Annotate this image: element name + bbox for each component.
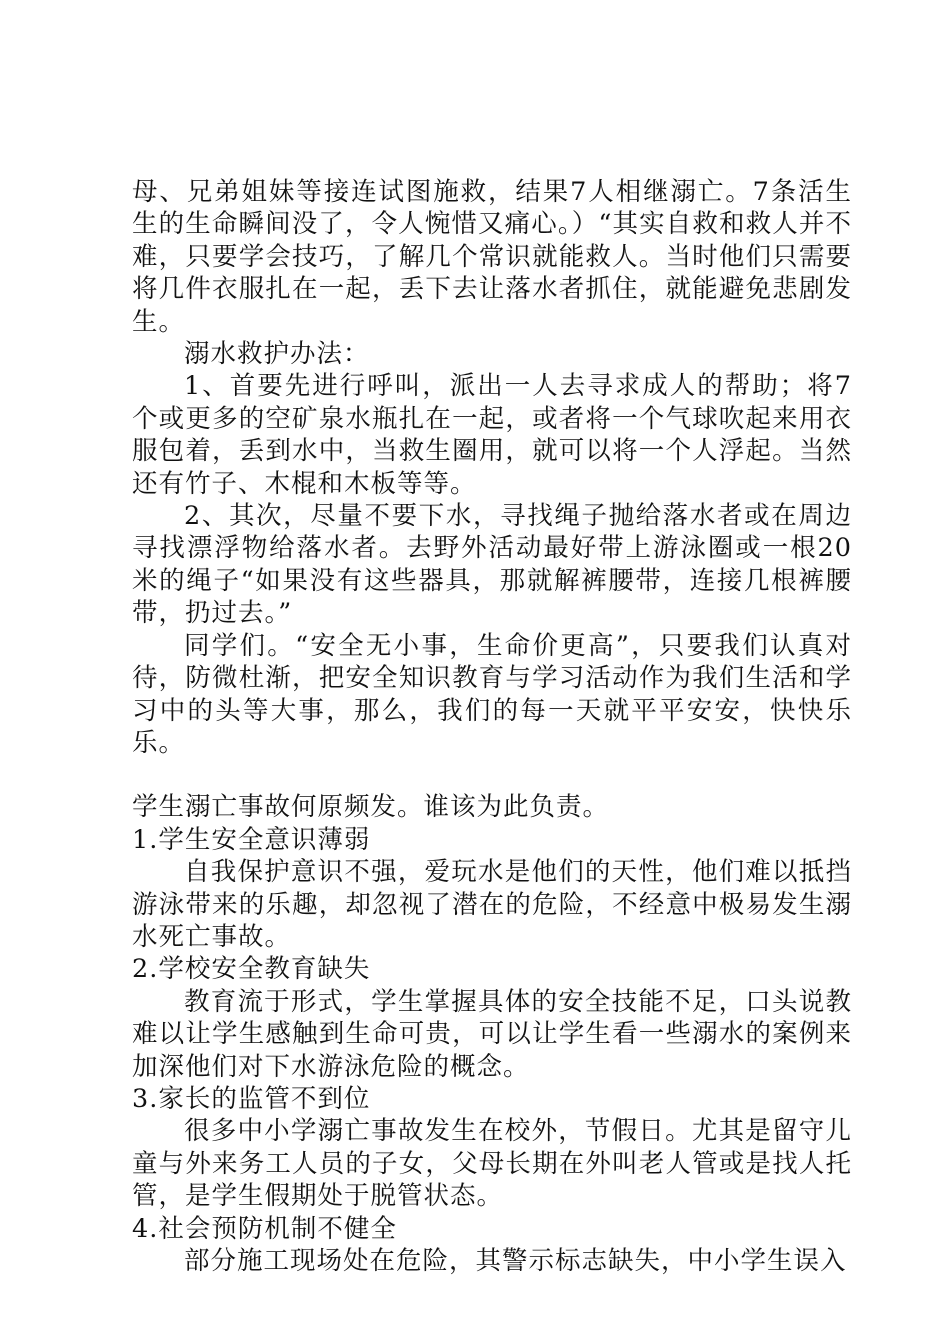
paragraph-rescue-method-1: 1、首要先进行呼叫，派出一人去寻求成人的帮助；将7个或更多的空矿泉水瓶扎在一起，或者将一个气球吹起来用衣服包着，丢到水中，当救生圈用，就可以将一个人浮起。当然还有竹子、木棍和木板等等。 (132, 371, 852, 499)
subheading-cause-4: 4.社会预防机制不健全 (132, 1213, 397, 1244)
section-heading-causes: 学生溺亡事故何原频发。谁该为此负责。 (132, 792, 610, 823)
paragraph-cause-3: 很多中小学溺亡事故发生在校外，节假日。尤其是留守儿童与外来务工人员的子女，父母长期在外叫老人管或是找人托管，是学生假期处于脱管状态。 (132, 1116, 852, 1212)
paragraph-cause-1: 自我保护意识不强，爱玩水是他们的天性，他们难以抵挡游泳带来的乐趣，却忽视了潜在的危险，不经意中极易发生溺水死亡事故。 (132, 857, 852, 952)
paragraph-continuation: 母、兄弟姐妹等接连试图施救，结果7人相继溺亡。7条活生生的生命瞬间没了，令人惋惜又痛心。）“其实自救和救人并不难，只要学会技巧，了解几个常识就能救人。当时他们只需要将几件衣服扎在一起，丢下去让落水者抓住，就能避免悲剧发生。 (132, 177, 852, 337)
section-spacer (132, 759, 852, 791)
paragraph-cause-2: 教育流于形式，学生掌握具体的安全技能不足，口头说教难以让学生感触到生命可贵，可以让学生看一些溺水的案例来加深他们对下水游泳危险的概念。 (132, 986, 852, 1082)
subheading-cause-2: 2.学校安全教育缺失 (132, 954, 371, 985)
paragraph-closing-remarks: 同学们。“安全无小事，生命价更高”，只要我们认真对待，防微杜渐，把安全知识教育与学习活动作为我们生活和学习中的头等大事，那么，我们的每一天就平平安安，快快乐乐。 (132, 630, 852, 758)
section-heading-rescue-methods: 溺水救护办法： (184, 339, 370, 370)
paragraph-rescue-method-2: 2、其次，尽量不要下水，寻找绳子抛给落水者或在周边寻找漂浮物给落水者。去野外活动最好带上游泳圈或一根20米的绳子“如果没有这些器具，那就解裤腰带，连接几根裤腰带，扔过去。” (132, 501, 852, 629)
subheading-cause-1: 1.学生安全意识薄弱 (132, 824, 371, 855)
paragraph-cause-4: 部分施工现场处在危险，其警示标志缺失，中小学生误入 (184, 1246, 847, 1276)
subheading-cause-3: 3.家长的监管不到位 (132, 1083, 371, 1114)
document-body (132, 176, 852, 1277)
